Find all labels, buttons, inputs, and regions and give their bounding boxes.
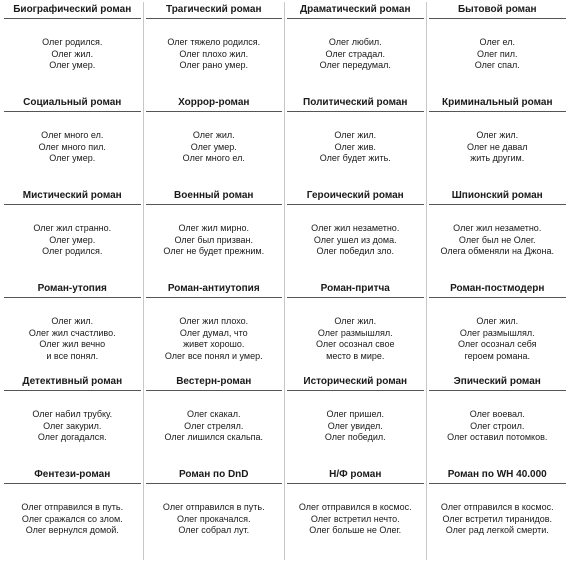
genre-title: Роман-притча [287, 281, 424, 298]
plot-line: Олег будет жить. [319, 153, 391, 163]
plot-line: Олег строил. [470, 420, 525, 431]
genre-cell [2, 95, 144, 188]
plot-line: Олег родился. [42, 37, 103, 47]
plot-line: Олег жил счастливо. [28, 327, 116, 338]
plot-line: Олег рад легкой смерти. [445, 525, 549, 535]
plot-line: жить другим. [470, 153, 525, 163]
plot-line: Олега обменяли на Джона. [440, 246, 555, 256]
plot-line: Олег жил незаметно. [311, 223, 400, 233]
genre-title: Героический роман [287, 188, 424, 205]
genre-plot [285, 484, 426, 560]
plot-line: Олег умер. [49, 153, 96, 163]
genre-cell [427, 374, 569, 467]
genre-title: Исторический роман [287, 374, 424, 391]
plot-line: Олег родился. [42, 246, 103, 256]
plot-line: Олег умер. [49, 60, 96, 70]
plot-line: Олег вернулся домой. [25, 525, 119, 535]
plot-line: Олег жил незаметно. [453, 223, 542, 233]
plot-line: Олег встретил тиранидов. [442, 513, 553, 524]
plot-line: Олег умер. [49, 234, 96, 245]
genre-plot [427, 205, 569, 281]
plot-line: Олег плохо жил. [179, 48, 249, 59]
plot-line: Олег победил зло. [316, 246, 395, 256]
genre-title: Хоррор-роман [146, 95, 283, 112]
plot-line: Олег жил. [192, 130, 235, 140]
genre-plot [2, 19, 143, 95]
plot-line: Олег воевал. [469, 409, 525, 419]
genre-plot [285, 298, 426, 374]
genre-title: Биографический роман [4, 2, 141, 19]
genre-plot [144, 112, 285, 188]
plot-line: Олег жил. [51, 48, 94, 59]
genre-title: Криминальный роман [429, 95, 567, 112]
genre-plot [427, 112, 569, 188]
plot-line: место в мире. [326, 350, 385, 361]
genre-cell [427, 2, 569, 95]
plot-line: Олег закурил. [43, 420, 102, 431]
plot-line: и все понял. [46, 350, 99, 361]
plot-line: Олег не будет прежним. [163, 246, 265, 256]
plot-line: Олег стрелял. [184, 420, 244, 431]
genre-plot [2, 484, 143, 560]
plot-line: Олег жил странно. [33, 223, 112, 233]
plot-line: Олег страдал. [325, 48, 386, 59]
genre-title: Роман-утопия [4, 281, 141, 298]
plot-line: Олег догадался. [37, 432, 107, 442]
genre-cell [285, 281, 427, 374]
genre-cell [2, 188, 144, 281]
genre-cell [2, 281, 144, 374]
plot-line: Олег увидел. [327, 420, 383, 431]
genre-plot [285, 391, 426, 467]
plot-line: Олег размышлял. [459, 327, 535, 338]
genre-cell [285, 95, 427, 188]
plot-line: Олег прокачался. [176, 513, 251, 524]
plot-line: Олег много пил. [38, 141, 106, 152]
genre-grid [2, 2, 568, 560]
plot-line: Олег отправился в космос. [298, 502, 412, 512]
plot-line: Олег жил. [334, 130, 377, 140]
genre-cell [427, 188, 569, 281]
plot-line: героем романа. [464, 350, 530, 361]
plot-line: Олег спал. [474, 60, 520, 70]
genre-title: Драматический роман [287, 2, 424, 19]
genre-title: Мистический роман [4, 188, 141, 205]
plot-line: Олег много ел. [41, 130, 104, 140]
plot-line: Олег отправился в путь. [162, 502, 265, 512]
genre-cell [427, 281, 569, 374]
genre-title: Роман-антиутопия [146, 281, 283, 298]
plot-line: Олег оставил потомков. [447, 432, 548, 442]
genre-cell [144, 95, 286, 188]
genre-cell [285, 188, 427, 281]
plot-line: Олег жил. [334, 316, 377, 326]
plot-line: Олег был призван. [174, 234, 253, 245]
plot-line: Олег победил. [324, 432, 386, 442]
plot-line: Олег рано умер. [179, 60, 249, 70]
plot-line: Олег жил. [476, 130, 519, 140]
plot-line: Олег любил. [328, 37, 382, 47]
plot-line: Олег пришел. [326, 409, 385, 419]
genre-title: Эпический роман [429, 374, 567, 391]
genre-title: Детективный роман [4, 374, 141, 391]
genre-plot [285, 112, 426, 188]
genre-cell [144, 374, 286, 467]
genre-plot [144, 391, 285, 467]
genre-cell [285, 2, 427, 95]
genre-title: Роман по WH 40.000 [429, 467, 567, 484]
genre-cell [144, 188, 286, 281]
genre-plot [2, 112, 143, 188]
genre-cell [427, 95, 569, 188]
plot-line: Олег пил. [476, 48, 518, 59]
plot-line: Олег встретил нечто. [310, 513, 400, 524]
plot-line: Олег передумал. [319, 60, 391, 70]
genre-plot [144, 298, 285, 374]
genre-title: Шпионский роман [429, 188, 567, 205]
genre-plot [2, 205, 143, 281]
genre-cell [2, 467, 144, 560]
genre-cell [144, 467, 286, 560]
plot-line: Олег не давал [466, 141, 528, 152]
plot-line: Олег скакал. [187, 409, 241, 419]
plot-line: Олег осознал себя [457, 339, 537, 349]
plot-line: Олег ел. [479, 37, 515, 47]
plot-line: Олег набил трубку. [32, 409, 113, 419]
genre-plot [427, 19, 569, 95]
genre-title: Фентези-роман [4, 467, 141, 484]
plot-line: Олег размышлял. [317, 327, 393, 338]
plot-line: Олег сражался со злом. [21, 513, 123, 524]
plot-line: Олег все понял и умер. [164, 350, 263, 361]
genre-title: Военный роман [146, 188, 283, 205]
genre-plot [285, 19, 426, 95]
plot-line: Олег осознал свое [316, 339, 395, 349]
genre-title: Роман-постмодерн [429, 281, 567, 298]
plot-line: Олег жил вечно [39, 339, 106, 349]
genre-cell [2, 374, 144, 467]
plot-line: Олег больше не Олег. [309, 525, 402, 535]
genre-cell [285, 374, 427, 467]
plot-line: Олег умер. [190, 141, 237, 152]
genre-plot [427, 391, 569, 467]
plot-line: Олег жив. [334, 141, 376, 152]
plot-line: Олег лишился скальпа. [164, 432, 264, 442]
genre-plot [285, 205, 426, 281]
genre-cell [285, 467, 427, 560]
genre-cell [2, 2, 144, 95]
plot-line: Олег много ел. [182, 153, 245, 163]
genre-plot [2, 391, 143, 467]
genre-plot [144, 19, 285, 95]
plot-line: Олег ушел из дома. [313, 234, 397, 245]
genre-title: Социальный роман [4, 95, 141, 112]
plot-line: живет хорошо. [183, 339, 245, 349]
genre-plot [427, 484, 569, 560]
plot-line: Олег жил. [51, 316, 94, 326]
plot-line: Олег отправился в космос. [440, 502, 554, 512]
genre-title: Трагический роман [146, 2, 283, 19]
genre-title: Политический роман [287, 95, 424, 112]
genre-cell [144, 281, 286, 374]
genre-title: Бытовой роман [429, 2, 567, 19]
genre-title: Вестерн-роман [146, 374, 283, 391]
genre-plot [427, 298, 569, 374]
genre-plot [144, 484, 285, 560]
plot-line: Олег жил плохо. [179, 316, 249, 326]
genre-title: Роман по DnD [146, 467, 283, 484]
plot-line: Олег был не Олег. [458, 234, 536, 245]
plot-line: Олег тяжело родился. [167, 37, 261, 47]
plot-line: Олег отправился в путь. [21, 502, 124, 512]
plot-line: Олег собрал лут. [178, 525, 250, 535]
genre-plot [144, 205, 285, 281]
plot-line: Олег думал, что [179, 327, 248, 338]
genre-cell [427, 467, 569, 560]
genre-title: Н/Ф роман [287, 467, 424, 484]
plot-line: Олег жил. [476, 316, 519, 326]
genre-cell [144, 2, 286, 95]
plot-line: Олег жил мирно. [178, 223, 249, 233]
genre-plot [2, 298, 143, 374]
